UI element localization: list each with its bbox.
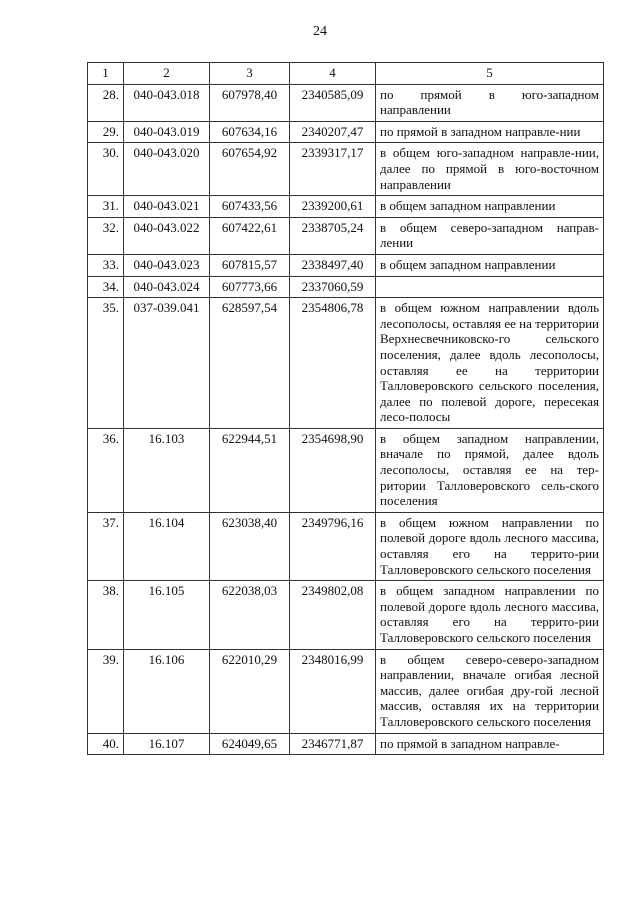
row-number: 40. [88, 733, 124, 755]
boundary-points-table [87, 62, 604, 755]
coord-y: 2339200,61 [290, 196, 376, 218]
table-row [88, 121, 604, 143]
table-row [88, 84, 604, 121]
page-number: 24 [313, 24, 327, 39]
row-number: 31. [88, 196, 124, 218]
table-row [88, 649, 604, 733]
coord-y: 2354698,90 [290, 428, 376, 512]
boundary-description: по прямой в западном направле-нии [376, 121, 604, 143]
coord-x: 622010,29 [210, 649, 290, 733]
row-number: 29. [88, 121, 124, 143]
coord-y: 2340207,47 [290, 121, 376, 143]
row-number: 32. [88, 217, 124, 254]
point-code: 037-039.041 [124, 298, 210, 429]
boundary-description: в общем северо-западном направ-лении [376, 217, 604, 254]
point-code: 040-043.018 [124, 84, 210, 121]
boundary-description: в общем западном направлении [376, 196, 604, 218]
coord-x: 628597,54 [210, 298, 290, 429]
coord-x: 607773,66 [210, 276, 290, 298]
header-col-1: 1 [88, 63, 124, 85]
table-row [88, 276, 604, 298]
coord-y: 2338497,40 [290, 254, 376, 276]
row-number: 37. [88, 512, 124, 580]
point-code: 040-043.020 [124, 143, 210, 196]
table-row [88, 733, 604, 755]
boundary-description: по прямой в западном направле- [376, 733, 604, 755]
header-col-3: 3 [210, 63, 290, 85]
point-code: 040-043.024 [124, 276, 210, 298]
boundary-description: в общем западном направлении [376, 254, 604, 276]
table-row [88, 581, 604, 649]
boundary-description: в общем южном направлении вдоль лесополосы, оставляя ее на территории Верхнесвечниковско-го сельского поселения, далее вдоль лесополосы, оставляя ее на территории Талловеровского сельского поселения, далее по полевой дороге, пересекая лесо-полосы [376, 298, 604, 429]
coord-y: 2338705,24 [290, 217, 376, 254]
row-number: 36. [88, 428, 124, 512]
row-number: 28. [88, 84, 124, 121]
table-row [88, 254, 604, 276]
table-header-row [88, 63, 604, 85]
coord-y: 2339317,17 [290, 143, 376, 196]
coord-x: 622038,03 [210, 581, 290, 649]
row-number: 30. [88, 143, 124, 196]
boundary-description [376, 276, 604, 298]
coord-y: 2354806,78 [290, 298, 376, 429]
coord-y: 2346771,87 [290, 733, 376, 755]
point-code: 16.104 [124, 512, 210, 580]
point-code: 16.106 [124, 649, 210, 733]
table-row [88, 428, 604, 512]
coord-y: 2349796,16 [290, 512, 376, 580]
point-code: 040-043.022 [124, 217, 210, 254]
table-body [88, 63, 604, 755]
table-row [88, 298, 604, 429]
boundary-description: в общем западном направлении по полевой дороге вдоль лесного массива, оставляя его на террито-рии Талловеровского сельского поселения [376, 581, 604, 649]
header-col-5: 5 [376, 63, 604, 85]
coord-x: 607815,57 [210, 254, 290, 276]
row-number: 39. [88, 649, 124, 733]
boundary-description: в общем западном направлении, вначале по прямой, далее вдоль лесополосы, оставляя ее на тер-ритории Талловеровского сель-ского поселения [376, 428, 604, 512]
header-col-2: 2 [124, 63, 210, 85]
boundary-description: в общем юго-западном направле-нии, далее по прямой в юго-восточном направлении [376, 143, 604, 196]
table-row [88, 217, 604, 254]
boundary-description: в общем южном направлении по полевой дороге вдоль лесного массива, оставляя его на террито-рии Талловеровского сельского поселения [376, 512, 604, 580]
row-number: 33. [88, 254, 124, 276]
table-row [88, 143, 604, 196]
row-number: 35. [88, 298, 124, 429]
point-code: 040-043.019 [124, 121, 210, 143]
table-row [88, 196, 604, 218]
coord-x: 623038,40 [210, 512, 290, 580]
header-col-4: 4 [290, 63, 376, 85]
coord-y: 2340585,09 [290, 84, 376, 121]
point-code: 16.105 [124, 581, 210, 649]
coord-x: 622944,51 [210, 428, 290, 512]
coord-y: 2337060,59 [290, 276, 376, 298]
point-code: 16.107 [124, 733, 210, 755]
coord-x: 607634,16 [210, 121, 290, 143]
boundary-description: в общем северо-северо-западном направлении, вначале огибая лесной массив, далее огибая дру-гой лесной массив, оставляя их на территории Талловеровского сельского поселения [376, 649, 604, 733]
coord-x: 607978,40 [210, 84, 290, 121]
coord-x: 624049,65 [210, 733, 290, 755]
coord-x: 607422,61 [210, 217, 290, 254]
point-code: 16.103 [124, 428, 210, 512]
coord-y: 2349802,08 [290, 581, 376, 649]
table-row [88, 512, 604, 580]
row-number: 38. [88, 581, 124, 649]
coord-x: 607654,92 [210, 143, 290, 196]
coord-x: 607433,56 [210, 196, 290, 218]
coord-y: 2348016,99 [290, 649, 376, 733]
point-code: 040-043.023 [124, 254, 210, 276]
point-code: 040-043.021 [124, 196, 210, 218]
row-number: 34. [88, 276, 124, 298]
boundary-description: по прямой в юго-западном направлении [376, 84, 604, 121]
